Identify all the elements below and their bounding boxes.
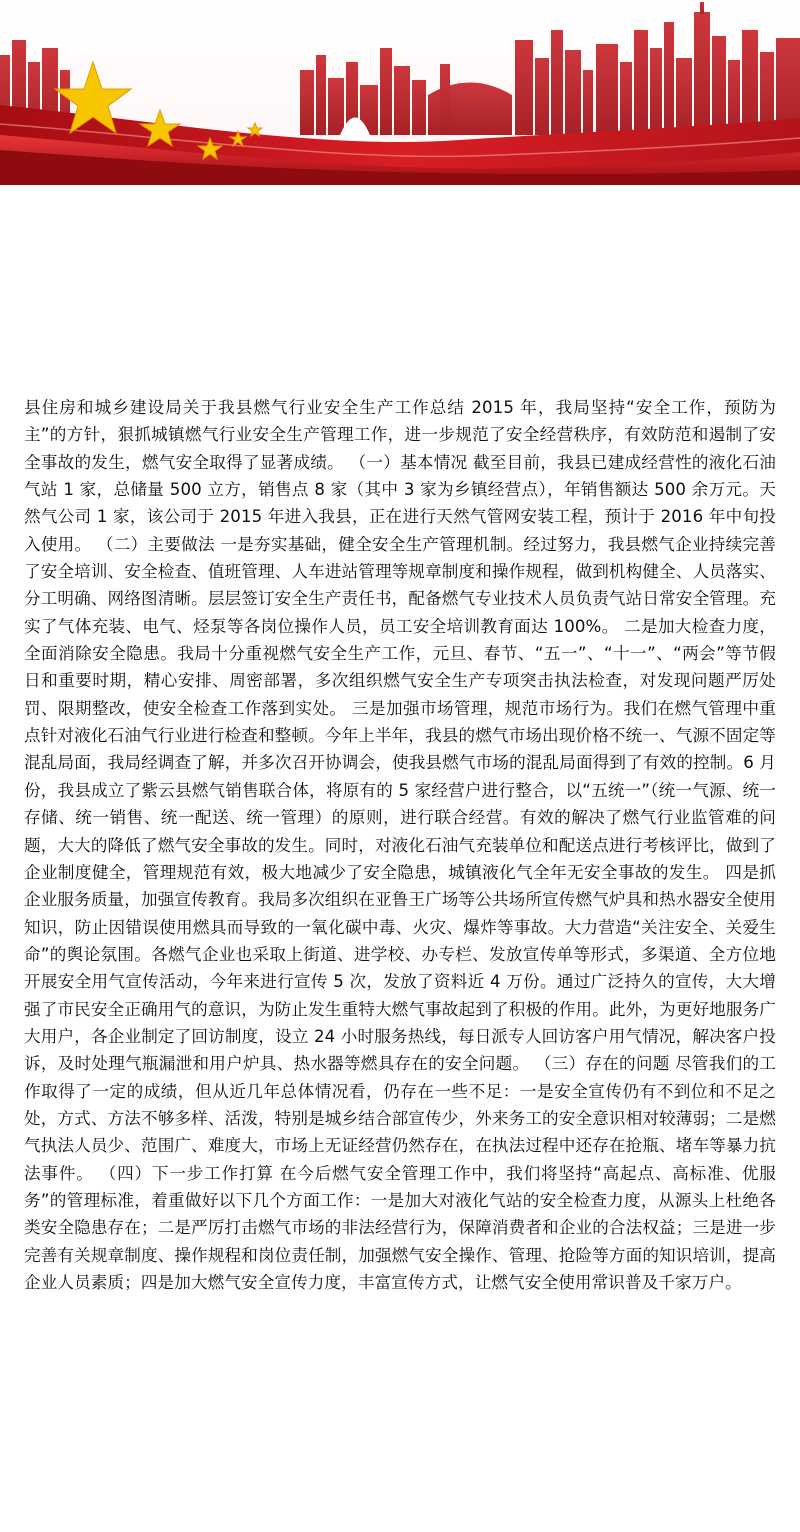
header-banner — [0, 0, 800, 185]
document-body: 县住房和城乡建设局关于我县燃气行业安全生产工作总结 2015 年，我局坚持“安全工作，预防为主”的方针，狠抓城镇燃气行业安全生产管理工作，进一步规范了安全经营秩序，有效防范和遏制了安全事故的发生，燃气安全取得了显著成绩。 （一）基本情况 截至目前，我县已建成经营性的液化石油气站 1 家，总储量 500 立方，销售点 8 家（其中 3 家为乡镇经营点），年销售额达 500 余万元。天然气公司 1 家，该公司于 2015 年进入我县，正在进行天然气管网安装工程，预计于 2016 年中旬投入使用。 （二）主要做法 一是夯实基础，健全安全生产管理机制。经过努力，我县燃气企业持续完善了安全培训、安全检查、值班管理、人车进站管理等规章制度和操作规程，做到机构健全、人员落实、分工明确、网络图清晰。层层签订安全生产责任书，配备燃气专业技术人员负责气站日常安全管理。充实了气体充装、电气、烃泵等各岗位操作人员，员工安全培训教育面达 100%。 二是加大检查力度，全面消除安全隐患。我局十分重视燃气安全生产工作，元旦、春节、“五一”、“十一”、“两会”等节假日和重要时期，精心安排、周密部署，多次组织燃气安全生产专项突击执法检查，对发现问题严厉处罚、限期整改，使安全检查工作落到实处。 三是加强市场管理，规范市场行为。我们在燃气管理中重点针对液化石油气行业进行检查和整顿。今年上半年，我县的燃气市场出现价格不统一、气源不固定等混乱局面，我局经调查了解，并多次召开协调会，使我县燃气市场的混乱局面得到了有效的控制。6 月份，我县成立了紫云县燃气销售联合体，将原有的 5 家经营户进行整合，以“五统一”（统一气源、统一存储、统一销售、统一配送、统一管理）的原则，进行联合经营。有效的解决了燃气行业监管难的问题，大大的降低了燃气安全事故的发生。同时，对液化石油气充装单位和配送点进行考核评比，做到了企业制度健全，管理规范有效，极大地减少了安全隐患，城镇液化气全年无安全事故的发生。 四是抓企业服务质量，加强宣传教育。我局多次组织在亚鲁王广场等公共场所宣传燃气炉具和热水器安全使用知识，防止因错误使用燃具而导致的一氧化碳中毒、火灾、爆炸等事故。大力营造“关注安全、关爱生命”的舆论氛围。各燃气企业也采取上街道、进学校、办专栏、发放宣传单等形式，多渠道、全方位地开展安全用气宣传活动，今年来进行宣传 5 次，发放了资料近 4 万份。通过广泛持久的宣传，大大增强了市民安全正确用气的意识，为防止发生重特大燃气事故起到了积极的作用。此外，为更好地服务广大用户，各企业制定了回访制度，设立 24 小时服务热线，每日派专人回访客户用气情况，解决客户投诉，及时处理气瓶漏泄和用户炉具、热水器等燃具存在的安全问题。 （三）存在的问题 尽管我们的工作取得了一定的成绩，但从近几年总体情况看，仍存在一些不足：一是安全宣传仍有不到位和不足之处，方式、方法不够多样、活泼，特别是城乡结合部宣传少，外来务工的安全意识相对较薄弱；二是燃气执法人员少、范围广、难度大，市场上无证经营仍然存在，在执法过程中还存在抢瓶、堵车等暴力抗法事件。 （四）下一步工作打算 在今后燃气安全管理工作中，我们将坚持“高起点、高标准、优服务”的管理标准，着重做好以下几个方面工作：一是加大对液化气站的安全检查力度，从源头上杜绝各类安全隐患存在；二是严厉打击燃气市场的非法经营行为，保障消费者和企业的合法权益；三是进一步完善有关规章制度、操作规程和岗位责任制，加强燃气安全操作、管理、抢险等方面的知识培训，提高企业人员素质；四是加大燃气安全宣传力度，丰富宣传方式，让燃气安全使用常识普及千家万户。 — [24, 398, 776, 1292]
skyline-with-stars-icon — [0, 0, 800, 185]
